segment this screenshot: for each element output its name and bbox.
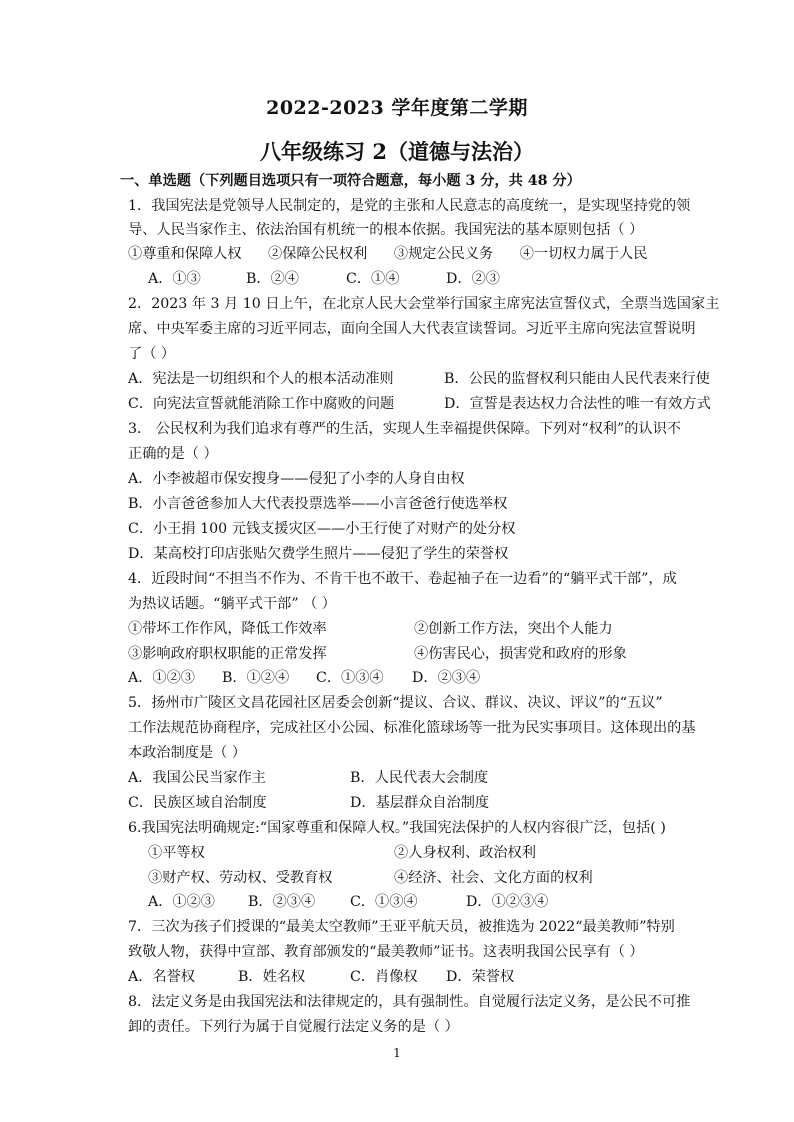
q3-option-c: C．小王捐 100 元钱支援灾区——小王行使了对财产的处分权 xyxy=(128,521,516,537)
q1-option-b: B．②④ xyxy=(246,271,299,287)
q1-option-a: A．①③ xyxy=(148,271,201,287)
q7-option-d: D．荣誉权 xyxy=(446,969,515,985)
q4-item-1: ①带坏工作作风，降低工作效率 xyxy=(128,621,327,637)
q4-stem-line2: 为热议话题。“躺平式干部” （ ） xyxy=(128,596,336,612)
q4-item-2: ②创新工作方法，突出个人能力 xyxy=(414,621,613,637)
q5-stem-line3: 本政治制度是（ ） xyxy=(128,745,247,761)
q3-stem-line1: 3． 公民权利为我们追求有尊严的生活，实现人生幸福提供保障。下列对“权利”的认识不 xyxy=(128,421,681,437)
q1-item-1: ①尊重和保障人权 xyxy=(128,246,242,262)
q6-option-c: C．①③④ xyxy=(350,894,418,910)
q3-option-d: D．某高校打印店张贴欠费学生照片——侵犯了学生的荣誉权 xyxy=(128,546,509,562)
q1-item-3: ③规定公民义务 xyxy=(393,246,494,262)
q1-option-c: C．①④ xyxy=(346,271,400,287)
q6-option-b: B．②③④ xyxy=(248,894,316,910)
q1-option-d: D．②③ xyxy=(446,271,500,287)
q1-item-4: ④一切权力属于人民 xyxy=(519,246,648,262)
q8-stem-line1: 8．法定义务是由我国宪法和法律规定的，具有强制性。自觉履行法定义务，是公民不可推 xyxy=(128,994,691,1010)
q4-stem-line1: 4．近段时间“不担当不作为、不肯干也不敢干、卷起袖子在一边看”的“躺平式干部”，成 xyxy=(128,571,677,587)
q8-stem-line2: 卸的责任。下列行为属于自觉履行法定义务的是（ ） xyxy=(128,1019,459,1035)
q6-item-4: ④经济、社会、文化方面的权利 xyxy=(394,870,593,886)
q7-stem-line1: 7．三次为孩子们授课的“最美太空教师”王亚平航天员，被推选为 2022“最美教师”特别 xyxy=(128,919,675,935)
q7-option-a: A．名誉权 xyxy=(128,969,195,985)
q1-stem-line1: 1．我国宪法是党领导人民制定的，是党的主张和人民意志的高度统一，是实现坚持党的领 xyxy=(128,198,691,214)
q1-item-2: ②保障公民权利 xyxy=(268,246,368,262)
q5-stem-line1: 5．扬州市广陵区文昌花园社区居委会创新“提议、合议、群议、决议、评议”的“五议” xyxy=(128,695,663,711)
q2-option-c: C．向宪法宣誓就能消除工作中腐败的问题 xyxy=(128,396,395,412)
page-number: 1 xyxy=(393,1046,401,1060)
q7-option-c: C．肖像权 xyxy=(350,969,418,985)
q6-item-3: ③财产权、劳动权、受教育权 xyxy=(148,870,333,886)
q5-stem-line2: 工作法规范协商程序，完成社区小公园、标准化篮球场等一批为民实事项目。这体现出的基 xyxy=(128,720,696,736)
q2-option-b: B．公民的监督权利只能由人民代表来行使 xyxy=(444,371,710,387)
q6-option-a: A．①②③ xyxy=(148,894,215,910)
q2-stem-line3: 了（ ） xyxy=(128,346,176,362)
q4-option-a: A．①②③ xyxy=(128,670,195,686)
q3-option-a: A．小李被超市保安搜身——侵犯了小李的人身自由权 xyxy=(128,471,465,487)
q7-option-b: B．姓名权 xyxy=(238,969,306,985)
q6-stem-line1: 6.我国宪法明确规定:“国家尊重和保障人权。”我国宪法保护的人权内容很广泛，包括( ) xyxy=(128,820,666,836)
q3-option-b: B．小言爸爸参加人大代表投票选举——小言爸爸行使选举权 xyxy=(128,496,508,512)
q6-item-2: ②人身权利、政治权利 xyxy=(394,845,536,861)
q4-option-c: C．①③④ xyxy=(316,670,384,686)
q2-option-d: D．宣誓是表达权力合法性的唯一有效方式 xyxy=(444,396,711,412)
q3-stem-line2: 正确的是（ ） xyxy=(128,446,218,462)
q7-stem-line2: 致敬人物，获得中宣部、教育部颁发的“最美教师”证书。这表明我国公民享有（ ） xyxy=(128,944,644,960)
q4-item-3: ③影响政府职权职能的正常发挥 xyxy=(128,646,327,662)
q1-stem-line2: 导、人民当家作主、依法治国有机统一的根本依据。我国宪法的基本原则包括（ ） xyxy=(128,222,644,238)
q5-option-d: D．基层群众自治制度 xyxy=(350,795,490,811)
exam-term-title: 2022-2023 学年度第二学期 xyxy=(266,97,528,119)
q5-option-a: A．我国公民当家作主 xyxy=(128,770,266,786)
q6-item-1: ①平等权 xyxy=(148,845,205,861)
q2-stem-line1: 2．2023 年 3 月 10 日上午，在北京人民大会堂举行国家主席宪法宣誓仪式，全票当选国家主 xyxy=(128,296,720,312)
q2-stem-line2: 席、中央军委主席的习近平同志，面向全国人大代表宣读誓词。习近平主席向宪法宣誓说明 xyxy=(128,321,696,337)
q4-option-b: B．①②④ xyxy=(222,670,290,686)
q6-option-d: D．①②③④ xyxy=(466,894,549,910)
q1-items xyxy=(128,244,647,264)
exam-subject-title: 八年级练习 2（道德与法治） xyxy=(260,139,534,164)
q5-option-c: C．民族区域自治制度 xyxy=(128,795,267,811)
section-heading: 一、单选题（下列题目选项只有一项符合题意，每小题 3 分，共 48 分） xyxy=(120,173,581,189)
q4-item-4: ④伤害民心，损害党和政府的形象 xyxy=(414,646,627,662)
q5-option-b: B．人民代表大会制度 xyxy=(350,770,489,786)
q4-option-d: D．②③④ xyxy=(412,670,481,686)
q2-option-a: A．宪法是一切组织和个人的根本活动准则 xyxy=(128,371,394,387)
